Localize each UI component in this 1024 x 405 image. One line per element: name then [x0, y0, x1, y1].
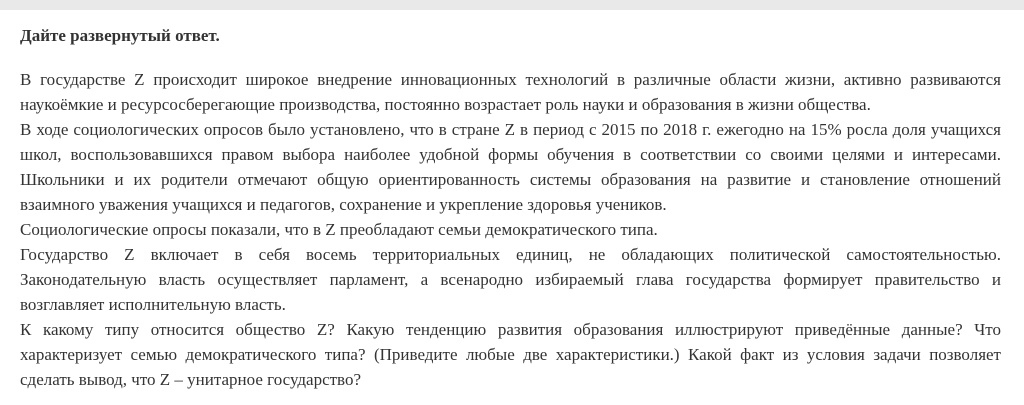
top-bar [0, 0, 1024, 10]
task-content [20, 24, 1001, 392]
task-paragraph-questions: К какому типу относится общество Z? Какую тенденцию развития образования иллюстрируют приведённые данные? Что характеризует семью демократического типа? (Приведите любые две характеристики.) Какой факт из условия задачи позволяет сделать вывод, что Z – унитарное государство? [20, 320, 1001, 389]
task-paragraph-survey: В ходе социологических опросов было установлено, что в стране Z в период с 2015 по 2018 г. ежегодно на 15% росла доля учащихся школ, воспользовавшихся правом выбора наиболее удобной формы обучения в соответствии со своими целями и интересами. Школьники и их родители отмечают общую ориентированность системы образования на развитие и становление отношений взаимного уважения учащихся и педагогов, сохранение и укрепление здоровья учеников. [20, 120, 1001, 214]
task-paragraph-intro: В государстве Z происходит широкое внедрение инновационных технологий в различные области жизни, активно развиваются наукоёмкие и ресурсосберегающие производства, постоянно возрастает роль науки и образования в жизни общества. [20, 70, 1001, 114]
task-paragraph-state: Государство Z включает в себя восемь территориальных единиц, не обладающих политической самостоятельностью. Законодательную власть осуществляет парламент, а всенародно избираемый глава государства формирует правительство и возглавляет исполнительную власть. [20, 245, 1001, 314]
task-paragraph-family: Социологические опросы показали, что в Z преобладают семьи демократического типа. [20, 220, 658, 239]
task-heading: Дайте развернутый ответ. [20, 26, 220, 45]
